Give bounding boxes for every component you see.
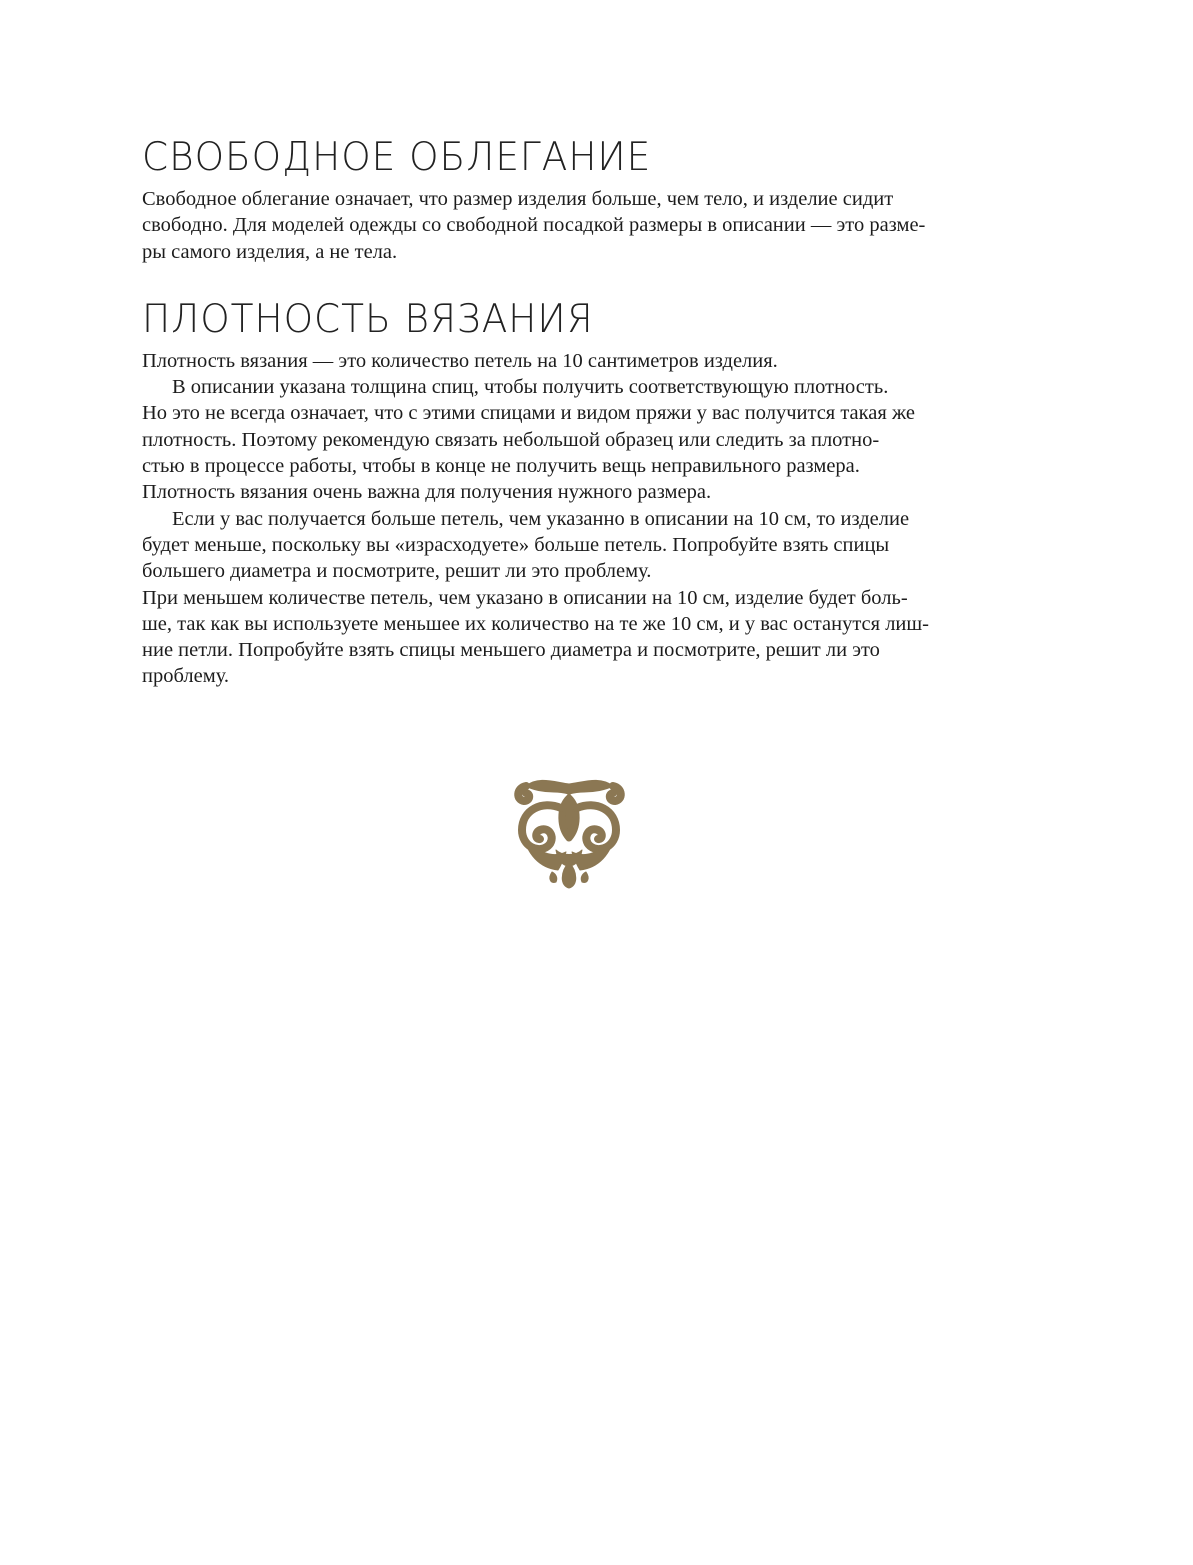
text-line: Но это не всегда означает, что с этими спицами и видом пряжи у вас получится такая же (142, 402, 915, 425)
heading-gauge: ПЛОТНОСТЬ ВЯЗАНИЯ (142, 296, 594, 342)
page-content (142, 130, 1008, 690)
paragraph-gauge (142, 348, 1008, 690)
text-line: будет меньше, поскольку вы «израсходуете» больше петель. Попробуйте взять спицы (142, 533, 890, 556)
heading-loose-fit: СВОБОДНОЕ ОБЛЕГАНИЕ (142, 135, 652, 180)
text-line: Плотность вязания — это количество петель на 10 сантиметров изделия. (142, 349, 778, 372)
text-line: При меньшем количестве петель, чем указано в описании на 10 см, изделие будет боль- (142, 586, 908, 609)
text-line: плотность. Поэтому рекомендую связать небольшой образец или следить за плотно- (142, 428, 880, 451)
text-line: В описании указана толщина спиц, чтобы получить соответствующую плотность. (172, 376, 889, 399)
text-line: ры самого изделия, а не тела. (142, 240, 398, 263)
text-line: ние петли. Попробуйте взять спицы меньшего диаметра и посмотрите, решит ли это (142, 639, 880, 662)
text-line: проблему. (142, 665, 230, 688)
paragraph-loose-fit (142, 186, 1008, 265)
text-line: ше, так как вы используете меньшее их количество на те же 10 см, и у вас останутся лиш- (142, 612, 930, 635)
text-line: Свободное облегание означает, что размер изделия больше, чем тело, и изделие сидит (142, 188, 894, 210)
fleuron-ornament-icon (512, 774, 627, 892)
text-line: Плотность вязания очень важна для получения нужного размера. (142, 481, 712, 504)
section-loose-fit (142, 130, 1008, 265)
section-gauge (142, 292, 1008, 690)
text-line: свободно. Для моделей одежды со свободной посадкой размеры в описании — это разме- (142, 214, 926, 237)
text-line: большего диаметра и посмотрите, решит ли это проблему. (142, 560, 652, 583)
text-line: Если у вас получается больше петель, чем указанно в описании на 10 см, то изделие (172, 507, 910, 530)
text-line: стью в процессе работы, чтобы в конце не получить вещь неправильного размера. (142, 455, 860, 478)
